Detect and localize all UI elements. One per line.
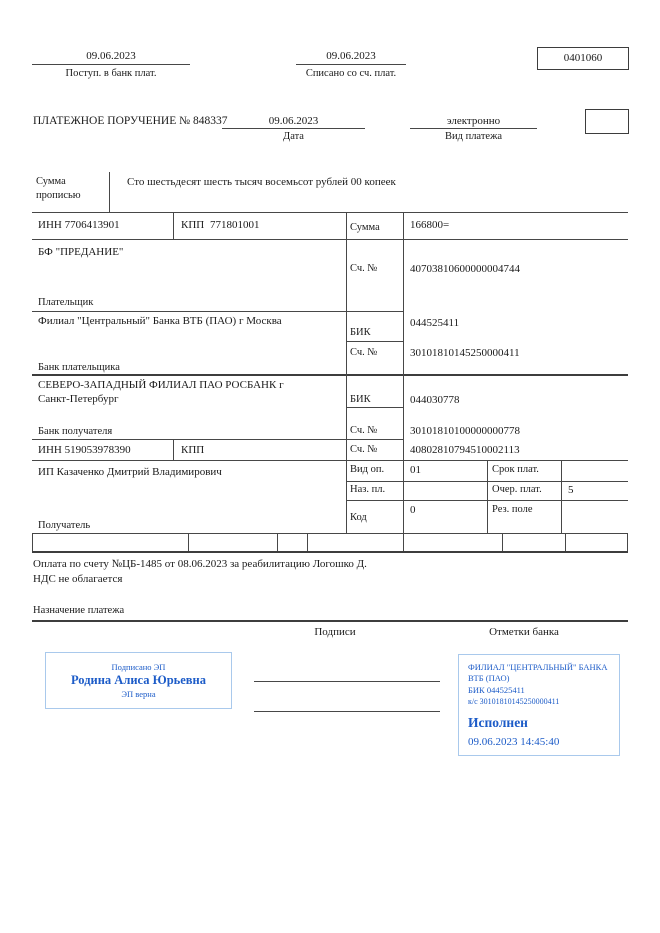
- payer-name: БФ "ПРЕДАНИЕ": [38, 246, 124, 258]
- table-line: [346, 407, 403, 408]
- purpose-line-2: НДС не облагается: [33, 573, 123, 585]
- payment-kind-caption: Вид платежа: [444, 131, 502, 142]
- payee-bank-account: 30101810100000000778: [410, 425, 520, 437]
- form-code: 0401060: [563, 52, 603, 64]
- priority-value: 5: [568, 484, 574, 496]
- table-line: [32, 239, 628, 240]
- signer-name: Родина Алиса Юрьевна: [70, 673, 207, 687]
- tax-row-divider: [565, 533, 566, 551]
- table-line: [32, 212, 628, 213]
- payer-section-label: Плательщик: [38, 297, 94, 308]
- payee-account: 40802810794510002113: [410, 444, 520, 456]
- table-line-thick: [32, 374, 628, 376]
- payer-account: 40703810600000004744: [410, 263, 520, 275]
- table-line: [32, 533, 628, 534]
- table-line: [346, 341, 403, 342]
- e-signature-stamp: [45, 652, 232, 709]
- received-date-underline: [32, 64, 190, 65]
- payer-bank-bik-label: БИК: [350, 327, 371, 338]
- payer-bank-section-label: Банк плательщика: [38, 362, 120, 373]
- code-value: 0: [410, 504, 416, 516]
- document-date-underline: [222, 128, 365, 129]
- payee-kpp-label: КПП: [181, 444, 205, 456]
- signature-line-2: [254, 711, 440, 712]
- tax-row-divider: [502, 533, 503, 551]
- payee-bank-name-2: Санкт-Петербург: [38, 393, 119, 405]
- payer-bank-account: 30101810145250000411: [410, 347, 520, 359]
- payer-kpp-label: КПП: [181, 219, 205, 231]
- bank-stamp-branch-1: ФИЛИАЛ "ЦЕНТРАЛЬНЫЙ" БАНКА: [468, 662, 608, 672]
- payee-section-label: Получатель: [38, 520, 91, 531]
- execution-status: Исполнен: [468, 714, 528, 730]
- payee-account-label: Сч. №: [350, 444, 378, 455]
- payment-kind-value: электронно: [446, 115, 501, 127]
- code-label: Код: [350, 512, 367, 523]
- received-in-bank-label: Поступ. в банк плат.: [65, 68, 157, 79]
- signed-ep-label: Подписано ЭП: [111, 662, 166, 672]
- ep-valid-label: ЭП верна: [121, 689, 156, 699]
- bank-stamp-branch-2: ВТБ (ПАО): [468, 673, 510, 684]
- payee-bank-bik: 044030778: [410, 394, 460, 406]
- received-in-bank-date: 09.06.2023: [86, 50, 136, 62]
- payee-bank-account-label: Сч. №: [350, 425, 378, 436]
- label-column-divider: [346, 212, 347, 533]
- form-code-box: [537, 47, 629, 70]
- table-line-thick: [32, 551, 628, 553]
- payee-name: ИП Казаченко Дмитрий Владимирович: [38, 466, 222, 478]
- purpose-underline: [32, 620, 628, 622]
- bank-marks-caption: Отметки банка: [489, 626, 559, 638]
- sum-value: 166800=: [410, 219, 450, 231]
- payment-kind-underline: [410, 128, 537, 129]
- payee-bank-name-1: СЕВЕРО-ЗАПАДНЫЙ ФИЛИАЛ ПАО РОСБАНК г: [38, 379, 284, 391]
- debited-label: Списано со сч. плат.: [305, 68, 397, 79]
- debited-date: 09.06.2023: [326, 50, 376, 62]
- purpose-code-label: Наз. пл.: [350, 484, 386, 495]
- document-date: 09.06.2023: [268, 115, 319, 127]
- payee-bank-section-label: Банк получателя: [38, 426, 113, 437]
- payer-inn: ИНН 7706413901: [38, 219, 120, 231]
- debited-date-underline: [296, 64, 406, 65]
- date-caption: Дата: [283, 131, 304, 142]
- payee-inn-kpp-divider: [173, 439, 174, 460]
- reserve-field-label: Рез. поле: [492, 504, 533, 515]
- payer-bank-account-label: Сч. №: [350, 347, 378, 358]
- priority-label: Очер. плат.: [492, 484, 542, 495]
- payer-bank-bik: 044525411: [410, 317, 460, 329]
- purpose-section-label: Назначение платежа: [33, 605, 125, 616]
- tax-row-divider: [277, 533, 278, 551]
- tax-row-divider: [307, 533, 308, 551]
- payer-kpp-value: 771801001: [210, 219, 260, 231]
- amount-in-words: Сто шестьдесят шесть тысяч восемьсот рублей 00 копеек: [127, 176, 396, 188]
- tax-row-divider: [188, 533, 189, 551]
- payee-inn: ИНН 519053978390: [38, 444, 131, 456]
- document-title: ПЛАТЕЖНОЕ ПОРУЧЕНИЕ № 848337: [33, 115, 228, 127]
- op-type-value: 01: [410, 464, 421, 476]
- value-column-divider: [403, 212, 404, 551]
- op-value-divider: [561, 460, 562, 533]
- status-code-box: [585, 109, 629, 134]
- op-column-divider: [487, 460, 488, 533]
- op-type-label: Вид оп.: [350, 464, 385, 475]
- table-line: [32, 439, 403, 440]
- signature-line-1: [254, 681, 440, 682]
- amount-words-label-1: Сумма: [36, 176, 66, 187]
- bank-stamp-bik: БИК 044525411: [468, 684, 525, 695]
- table-line: [32, 311, 403, 312]
- amount-words-label-2: прописью: [36, 190, 81, 201]
- payer-account-label: Сч. №: [350, 263, 378, 274]
- inn-kpp-divider: [173, 212, 174, 239]
- payer-bank-name: Филиал "Центральный" Банка ВТБ (ПАО) г Москва: [38, 315, 282, 327]
- table-line: [32, 460, 628, 461]
- tax-row-edge-right: [627, 533, 628, 551]
- purpose-line-1: Оплата по счету №ЦБ-1485 от 08.06.2023 за реабилитацию Логошко Д.: [33, 558, 367, 570]
- signatures-caption: Подписи: [314, 626, 356, 638]
- execution-datetime: 09.06.2023 14:45:40: [468, 735, 560, 748]
- payee-bank-bik-label: БИК: [350, 394, 371, 405]
- bank-stamp-corr-account: к/с 30101810145250000411: [468, 697, 560, 707]
- tax-row-edge-left: [32, 533, 33, 551]
- bank-mark-stamp: [458, 654, 620, 756]
- amount-words-divider: [109, 172, 110, 212]
- sum-label: Сумма: [350, 222, 380, 233]
- due-date-label: Срок плат.: [492, 464, 539, 475]
